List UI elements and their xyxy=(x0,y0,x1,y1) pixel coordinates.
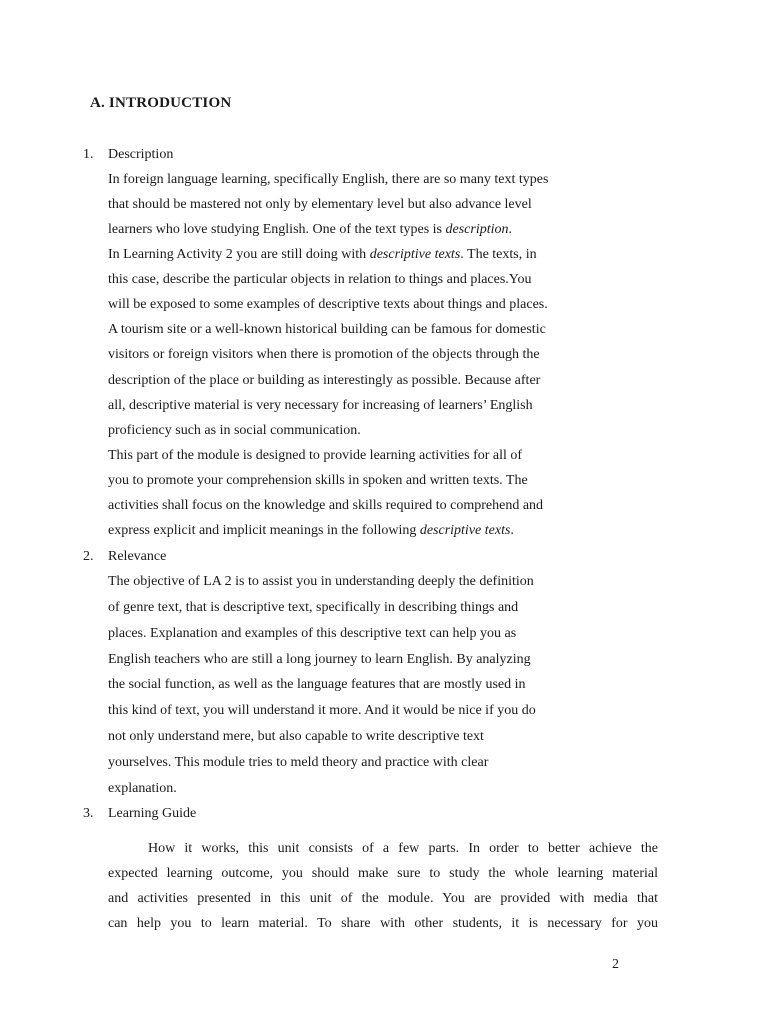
paragraph-line: This part of the module is designed to provide learning activities for all of xyxy=(108,448,523,463)
paragraph-line: yourselves. This module tries to meld theory and practice with clear xyxy=(108,755,489,770)
paragraph-line: visitors or foreign visitors when there is promotion of the objects through the xyxy=(108,347,540,362)
emphasis-text: descriptive texts xyxy=(369,247,461,262)
paragraph-line: not only understand mere, but also capable to write descriptive text xyxy=(108,729,484,744)
section-number: 3. xyxy=(83,806,94,821)
paragraph-line: this case, describe the particular objects in relation to things and places.You xyxy=(108,272,532,287)
paragraph-line: expected learning outcome, you should make sure to study the whole learning material xyxy=(108,866,658,881)
paragraph-line: can help you to learn material. To share with other students, it is necessary for you xyxy=(108,916,658,931)
paragraph-line: In foreign language learning, specifically English, there are so many text types xyxy=(108,172,549,187)
page-number: 2 xyxy=(612,957,619,972)
paragraph-line: will be exposed to some examples of descriptive texts about things and places. xyxy=(108,297,548,312)
paragraph-line: description of the place or building as interestingly as possible. Because after xyxy=(108,373,541,388)
section-number: 1. xyxy=(83,147,94,162)
paragraph-line: In Learning Activity 2 you are still doing with descriptive texts. The texts, in xyxy=(108,247,537,262)
paragraph-line: English teachers who are still a long journey to learn English. By analyzing xyxy=(108,652,531,667)
section-title: Learning Guide xyxy=(108,806,197,821)
paragraph-line: A tourism site or a well-known historical building can be famous for domestic xyxy=(108,322,546,337)
paragraph-line: The objective of LA 2 is to assist you in understanding deeply the definition xyxy=(108,574,534,589)
paragraph-line: express explicit and implicit meanings in the following descriptive texts. xyxy=(108,523,514,538)
paragraph-line: and activities presented in this unit of the module. You are provided with media that xyxy=(108,891,658,906)
paragraph-line: you to promote your comprehension skills in spoken and written texts. The xyxy=(108,473,528,488)
paragraph-line: How it works, this unit consists of a few parts. In order to better achieve the xyxy=(148,841,658,856)
paragraph-line: of genre text, that is descriptive text, specifically in describing things and xyxy=(108,600,519,615)
paragraph-line: proficiency such as in social communication. xyxy=(108,423,361,438)
section-number: 2. xyxy=(83,549,94,564)
paragraph-line: all, descriptive material is very necessary for increasing of learners’ English xyxy=(108,398,533,413)
section-title: Relevance xyxy=(108,549,167,564)
paragraph-line: activities shall focus on the knowledge and skills required to comprehend and xyxy=(108,498,544,513)
emphasis-text: descriptive texts xyxy=(419,523,511,538)
paragraph-line: explanation. xyxy=(108,781,177,796)
section-heading: A. INTRODUCTION xyxy=(90,95,232,111)
section-title: Description xyxy=(108,147,174,162)
emphasis-text: description xyxy=(445,222,509,237)
paragraph-line: this kind of text, you will understand it more. And it would be nice if you do xyxy=(108,703,536,718)
paragraph-line: the social function, as well as the language features that are mostly used in xyxy=(108,677,526,692)
paragraph-line: learners who love studying English. One of the text types is description. xyxy=(108,222,512,237)
paragraph-line: places. Explanation and examples of this descriptive text can help you as xyxy=(108,626,517,641)
paragraph-line: that should be mastered not only by elementary level but also advance level xyxy=(108,197,532,212)
